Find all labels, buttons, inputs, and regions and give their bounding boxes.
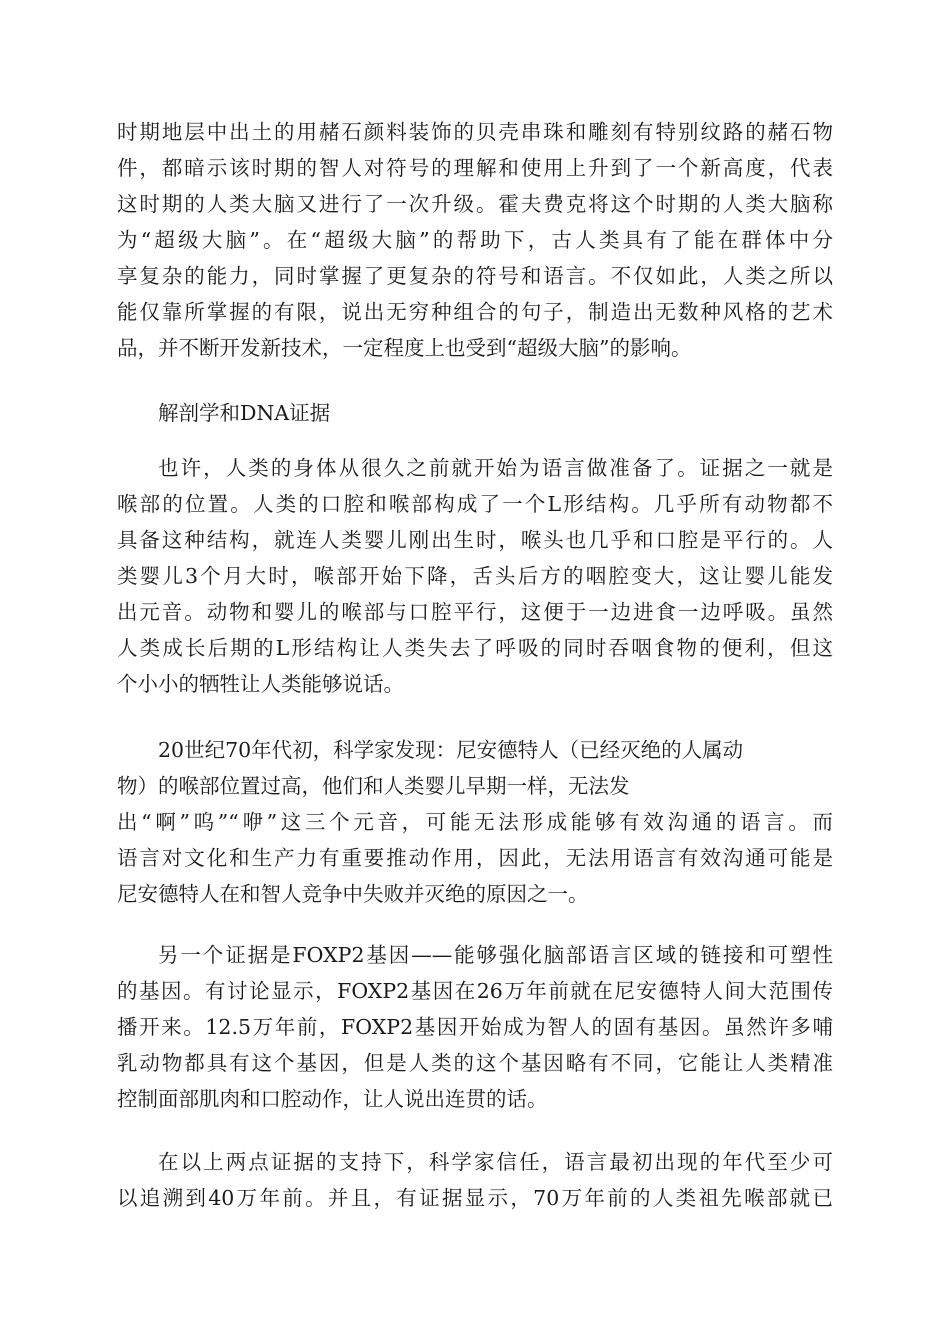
text-line: 物）的喉部位置过高，他们和人类婴儿早期一样，无法发	[117, 774, 630, 798]
text-line: 能仅靠所掌握的有限，说出无穷种组合的句子，制造出无数种风格的艺术	[117, 300, 833, 324]
text-line: 以追溯到40万年前。并且，有证据显示，70万年前的人类祖先喉部就已	[117, 1186, 833, 1210]
text-line: 也许，人类的身体从很久之前就开始为语言做准备了。证据之一就是	[158, 456, 833, 480]
text-line: 类婴儿3个月大时，喉部开始下降，舌头后方的咽腔变大，这让婴儿能发	[117, 564, 833, 588]
text-line: 喉部的位置。人类的口腔和喉部构成了一个L形结构。几乎所有动物都不	[117, 492, 833, 516]
text-line: 控制面部肌肉和口腔动作，让人说出连贯的话。	[117, 1087, 548, 1111]
text-line: 为“超级大脑”。在“超级大脑”的帮助下，古人类具有了能在群体中分	[117, 228, 833, 252]
text-line: 另一个证据是FOXP2基因——能够强化脑部语言区域的链接和可塑性	[158, 943, 833, 967]
text-line: 享复杂的能力，同时掌握了更复杂的符号和语言。不仅如此，人类之所以	[117, 264, 833, 288]
section-heading	[117, 395, 833, 431]
text-line: 人类成长后期的L形结构让人类失去了呼吸的同时吞咽食物的便利，但这	[117, 636, 833, 660]
text-line: 乳动物都具有这个基因，但是人类的这个基因略有不同，它能让人类精准	[117, 1051, 833, 1075]
text-line: 件，都暗示该时期的智人对符号的理解和使用上升到了一个新高度，代表	[117, 156, 833, 180]
text-line: 时期地层中出土的用赭石颜料装饰的贝壳串珠和雕刻有特别纹路的赭石物	[117, 120, 833, 144]
heading-text: 解剖学和DNA证据	[158, 401, 331, 425]
text-line: 具备这种结构，就连人类婴儿刚出生时，喉头也几乎和口腔是平行的。人	[117, 528, 833, 552]
text-line: 品，并不断开发新技术，一定程度上也受到“超级大脑”的影响。	[117, 336, 692, 360]
text-line: 尼安德特人在和智人竞争中失败并灭绝的原因之一。	[117, 882, 589, 906]
text-line: 个小小的牺牲让人类能够说话。	[117, 672, 404, 696]
text-line: 在以上两点证据的支持下，科学家信任，语言最初出现的年代至少可	[158, 1150, 833, 1174]
paragraph-neanderthal	[117, 732, 833, 912]
paragraph-conclusion	[117, 1144, 833, 1216]
text-line: 出“啊”呜”“咿”这三个元音，可能无法形成能够有效沟通的语言。而	[117, 810, 833, 834]
text-line: 的基因。有讨论显示，FOXP2基因在26万年前就在尼安德特人间大范围传	[117, 979, 833, 1003]
paragraph-super-brain	[117, 114, 833, 366]
text-line: 播开来。12.5万年前，FOXP2基因开始成为智人的固有基因。虽然许多哺	[117, 1015, 833, 1039]
text-line: 这时期的人类大脑又进行了一次升级。霍夫费克将这个时期的人类大脑称	[117, 192, 833, 216]
paragraph-foxp2	[117, 937, 833, 1117]
text-line: 语言对文化和生产力有重要推动作用，因此，无法用语言有效沟通可能是	[117, 846, 833, 870]
paragraph-larynx	[117, 450, 833, 702]
text-line: 出元音。动物和婴儿的喉部与口腔平行，这便于一边进食一边呼吸。虽然	[117, 600, 833, 624]
text-line: 20世纪70年代初，科学家发现：尼安德特人（已经灭绝的人属动	[158, 738, 744, 762]
